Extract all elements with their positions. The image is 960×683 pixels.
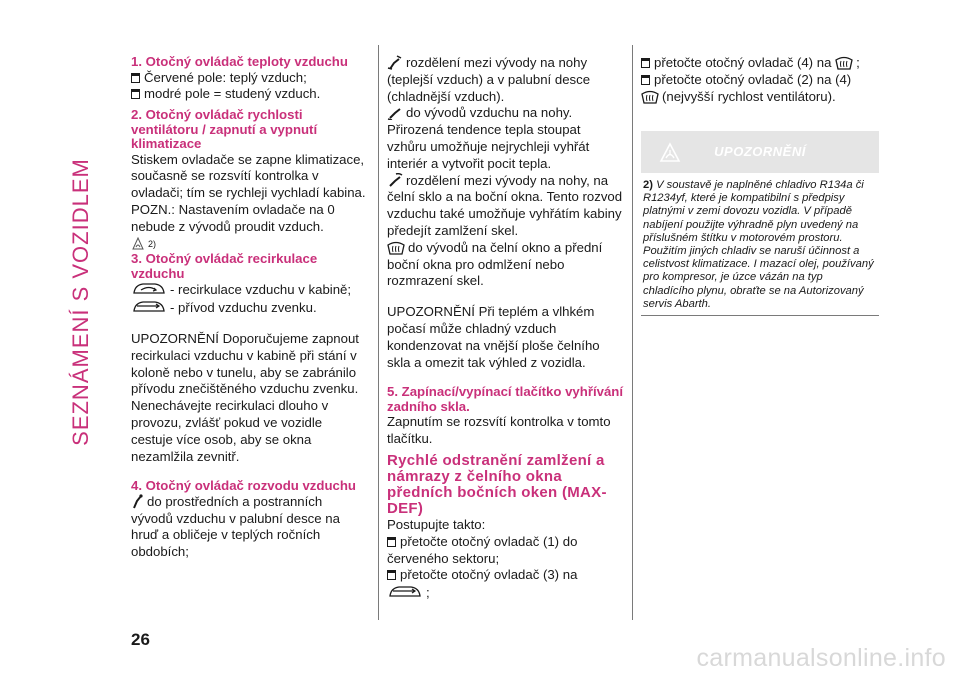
windscreen-defrost-icon (835, 56, 853, 70)
warning-reference: 2) (643, 179, 653, 191)
paragraph-procedure: Postupujte takto: (387, 516, 486, 532)
column-3 (641, 55, 879, 105)
reference-note: 2) (131, 236, 367, 253)
step-knob-3: přetočte otočný ovladač (3) na ; (387, 567, 623, 602)
paragraph-feet: do vývodů vzduchu na nohy. Přirozená tendence tepla stoupat vzhůru umožňuje nejrychleji vyhřát interiér a vytvořit pocit tepla. (387, 105, 590, 171)
column-divider-1 (378, 45, 379, 620)
face-feet-vent-icon (387, 55, 403, 70)
column-divider-2 (632, 45, 633, 620)
square-bullet-icon (641, 58, 650, 68)
warning-header (641, 131, 879, 173)
watermark: carmanualsonline.info (696, 644, 946, 672)
square-bullet-icon (131, 73, 140, 83)
square-bullet-icon (131, 89, 140, 99)
step-knob-1: přetočte otočný ovladač (1) do červeného sektoru; (387, 533, 578, 566)
bullet-blue-field: modré pole = studený vzduch. (131, 86, 367, 103)
paragraph-condensation-warning: UPOZORNĚNÍ Při teplém a vlhkém počasí může chladný vzduch kondenzovat na vnější ploše čelního skla a omezit tak výhled z vozidla. (387, 304, 600, 370)
paragraph-ac-button: Stiskem ovladače se zapne klimatizace, současně se rozsvítí kontrolka v ovladači; tím se rychleji vychladí kabina. POZN.: Nastavením ovladače na 0 nebude z vývodů proudit vzduch. (131, 151, 366, 234)
square-bullet-icon (387, 570, 396, 580)
heading-air-distribution-knob: 4. Otočný ovládač rozvodu vzduchu (131, 478, 356, 494)
windscreen-defrost-icon (387, 241, 405, 255)
paragraph-rear-defrost: Zapnutím se rozsvítí kontrolka v tomto tlačítku. (387, 414, 611, 447)
heading-max-def: Rychlé odstranění zamlžení a námrazy z čelního okna předních bočních oken (MAX-DEF) (387, 451, 607, 517)
recirculation-car-icon (131, 281, 167, 297)
heading-fan-speed-knob: 2. Otočný ovládač rychlosti ventilátoru / zapnutí a vypnutí klimatizace (131, 107, 318, 152)
column-2 (387, 55, 623, 602)
face-vent-icon (131, 494, 144, 509)
recirculation-inside: - recirkulace vzduchu v kabině; (131, 281, 367, 299)
page-number: 26 (131, 630, 150, 649)
bullet-red-field: Červené pole: teplý vzduch; (131, 70, 367, 87)
section-side-title: SEZNÁMENÍ S VOZIDLEM (68, 158, 93, 446)
square-bullet-icon (387, 537, 396, 547)
paragraph-feet-windscreen: rozdělení mezi vývody na nohy, na čelní sklo a na boční okna. Tento rozvod vzduchu také umožňuje vyhřátím kabiny předejít zamlžení skel. (387, 172, 623, 238)
step-knob-4: přetočte otočný ovladač (4) na ; (641, 55, 879, 72)
warning-box (641, 131, 879, 316)
warning-title: UPOZORNĚNÍ (714, 144, 806, 159)
recirculation-outside: - přívod vzduchu zvenku. (131, 299, 367, 317)
paragraph-face-vents: do prostředních a postranních vývodů vzduchu v palubní desce na hruď a obličeje v teplých ročních obdobích; (131, 493, 340, 560)
gas-warning-icon (131, 237, 145, 251)
paragraph-face-feet: rozdělení mezi vývody na nohy (teplejší vzduch) a v palubní desce (chladnější vzduch). (387, 55, 591, 104)
windscreen-defrost-icon (641, 90, 659, 104)
feet-windscreen-vent-icon (387, 173, 403, 188)
warning-body (641, 173, 879, 316)
column-1 (131, 55, 367, 561)
fresh-air-car-icon (131, 299, 167, 315)
fresh-air-car-icon (387, 584, 423, 600)
warning-text: V soustavě je naplněné chladivo R134a či R1234yf, které je kompatibilní s předpisy platnými v zemi dovozu vozidla. V případě nabíjení použijte výhradně plyn uvedený na příslušném štítku v motorovém prostoru. Použitím jiných chladiv se naruší účinnost a celistvost klimatizace. I mazací olej, používaný pro kompresor, je úzce vázán na typ chladícího plynu, obraťte se na Autorizovaný servis Abarth. (643, 179, 874, 310)
heading-rear-defrost-button: 5. Zapínací/vypínací tlačítko vyhřívání zadního skla. (387, 384, 624, 414)
heading-temperature-knob: 1. Otočný ovládač teploty vzduchu (131, 54, 348, 69)
feet-vent-icon (387, 105, 403, 120)
paragraph-recirculation-warning: UPOZORNĚNÍ Doporučujeme zapnout recirkulaci vzduchu v kabině při stání v koloně nebo v tunelu, aby se zabránilo přívodu znečištěného vzduchu zvenku. Nenechávejte recirkulaci dlouho v provozu, zvlášť pokud ve vozidle cestuje více osob, aby se okna nezamlžila zevnitř. (131, 330, 359, 464)
paragraph-windscreen: do vývodů na čelní okno a přední boční okna pro odmlžení nebo rozmrazení skel. (387, 239, 603, 289)
square-bullet-icon (641, 75, 650, 85)
step-knob-2: přetočte otočný ovladač (2) na (4) (nejvyšší rychlost ventilátoru). (641, 72, 879, 106)
heading-recirculation-knob: 3. Otočný ovládač recirkulace vzduchu (131, 251, 318, 281)
